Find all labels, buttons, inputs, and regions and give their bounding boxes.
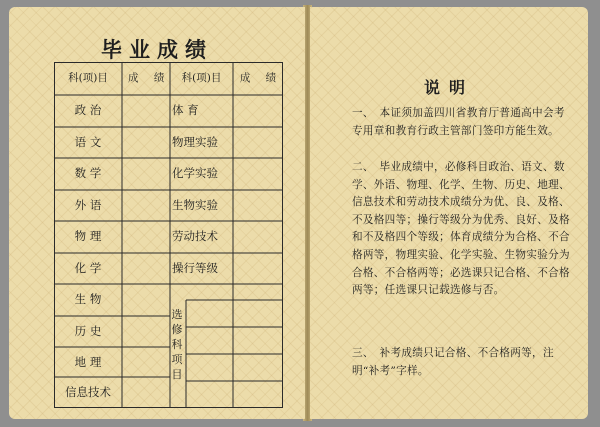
subject-pe: 体 育	[172, 103, 199, 117]
subject-labor-technology: 劳动技术	[172, 229, 218, 243]
note-text: 补考成绩只记合格、不合格两等，注明“补考”字样。	[352, 347, 554, 377]
note-item	[352, 159, 570, 300]
subject-biology: 生 物	[74, 292, 102, 306]
subject-conduct-grade: 操行等级	[172, 261, 218, 275]
subject-physics-lab: 物理实验	[172, 135, 218, 149]
note-text: 本证须加盖四川省教育厅普通高中会考专用章和教育行政主管部门签印方能生效。	[352, 107, 565, 137]
subject-chinese: 语 文	[74, 135, 102, 149]
subject-foreign-language: 外 语	[74, 198, 102, 212]
header-subject-right: 科(项)目	[181, 72, 222, 84]
subject-chemistry: 化 学	[74, 261, 102, 275]
notes-title: 说明	[423, 78, 474, 97]
grades-page	[9, 7, 305, 419]
note-item	[352, 105, 570, 140]
subject-geography: 地 理	[74, 355, 102, 369]
subject-history: 历 史	[74, 324, 102, 338]
subject-politics: 政 治	[74, 103, 102, 117]
subject-chemistry-lab: 化学实验	[172, 166, 218, 180]
note-text: 毕业成绩中，必修科目政治、语文、数学、外语、物理、化学、生物、历史、地理、信息技术和劳动技术成绩分为优、良、及格、不及格四等；操行等级分为优秀、良好、及格和不及格四个等级；体育成绩分为合格、不合格两等，物理实验、化学实验、生物实验分为合格、不合格两等；必选课只记合格、不合格两等；任选课只记载选修与否。	[352, 161, 570, 297]
header-score-right: 成 绩	[239, 72, 283, 84]
note-number: 二、	[352, 161, 374, 173]
elective-subjects-label: 选 修 科 项 目	[171, 308, 183, 381]
note-item	[352, 345, 570, 380]
grades-title: 毕业成绩	[101, 37, 213, 62]
subject-math: 数 学	[74, 166, 102, 180]
notes-page	[310, 7, 588, 419]
header-subject-left: 科(项)目	[68, 72, 108, 84]
subject-biology-lab: 生物实验	[172, 198, 218, 212]
note-number: 一、	[352, 107, 374, 119]
note-number: 三、	[352, 347, 374, 359]
grades-table	[54, 62, 283, 408]
header-score-left: 成 绩	[128, 72, 171, 84]
subject-information-technology: 信息技术	[65, 385, 111, 399]
subject-physics: 物 理	[74, 229, 102, 243]
